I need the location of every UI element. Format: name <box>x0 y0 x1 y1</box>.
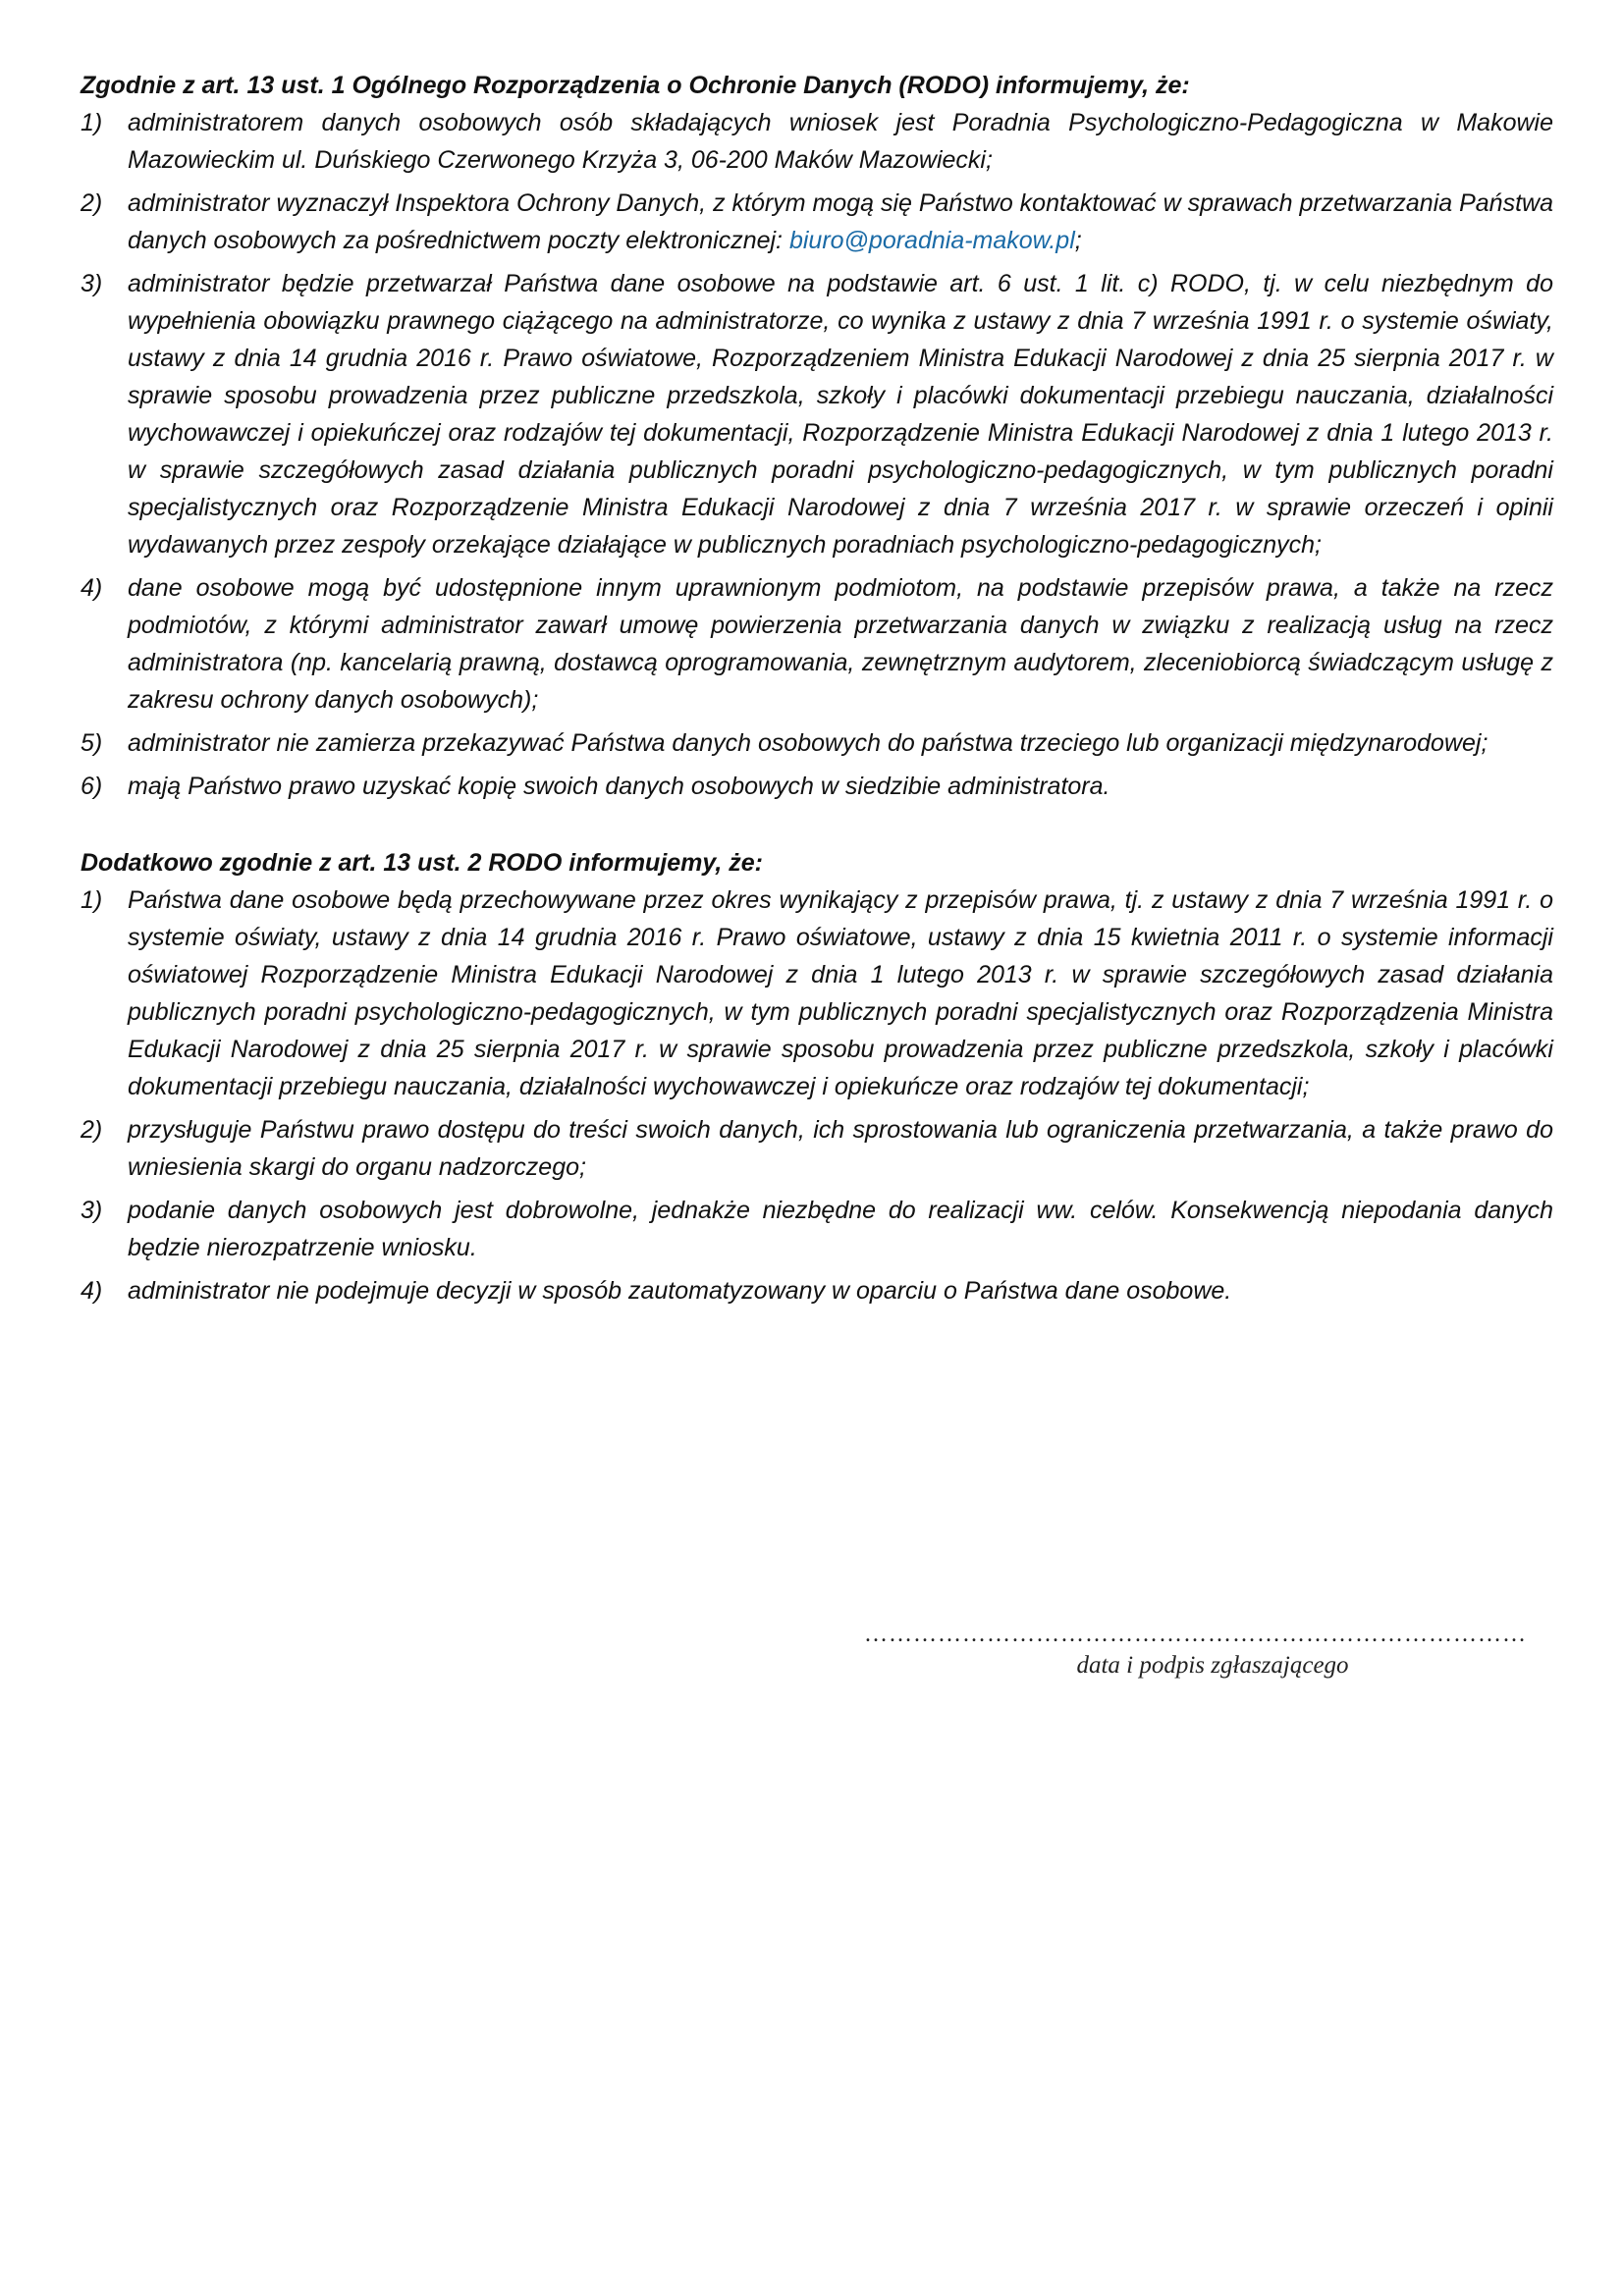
list-item <box>81 1192 1553 1266</box>
list-item <box>81 881 1553 1105</box>
list-item <box>81 768 1553 805</box>
item-number: 3) <box>81 270 103 297</box>
signature-line: ……………………………………………………………………… <box>864 1622 1527 1647</box>
item-number: 2) <box>81 189 103 217</box>
signature-label: data i podpis zgłaszającego <box>1076 1652 1349 1679</box>
section2-list <box>81 881 1553 1309</box>
item-text: mają Państwo prawo uzyskać kopię swoich danych osobowych w siedzibie administratora. <box>128 773 1110 800</box>
item-text: dane osobowe mogą być udostępnione innym uprawnionym podmiotom, na podstawie przepisów prawa, a także na rzecz podmiotów, z którymi administrator zawarł umowę powierzenia przetwarzania danych w związku z realizacją usług na rzecz administratora (np. kancelarią prawną, dostawcą oprogramowania, zewnętrznym audytorem, zleceniobiorcą świadczącym usługę z zakresu ochrony danych osobowych); <box>128 574 1553 714</box>
item-text: Państwa dane osobowe będą przechowywane przez okres wynikający z przepisów prawa, tj. z ustawy z dnia 7 września 1991 r. o systemie oświaty, ustawy z dnia 14 grudnia 2016 r. Prawo oświatowe, ustawy z dnia 15 kwietnia 2011 r. o systemie informacji oświatowej Rozporządzenie Ministra Edukacji Narodowej z dnia 1 lutego 2013 r. w sprawie szczegółowych zasad działania publicznych poradni psychologiczno-pedagogicznych, w tym publicznych poradni specjalistycznych oraz Rozporządzenia Ministra Edukacji Narodowej z dnia 25 sierpnia 2017 r. w sprawie sposobu prowadzenia przez publiczne przedszkola, szkoły i placówki dokumentacji przebiegu nauczania, działalności wychowawczej i opiekuńcze oraz rodzajów tej dokumentacji; <box>128 886 1553 1100</box>
section2-heading: Dodatkowo zgodnie z art. 13 ust. 2 RODO informujemy, że: <box>81 849 763 877</box>
list-item <box>81 185 1553 259</box>
item-text: administratorem danych osobowych osób składających wniosek jest Poradnia Psychologiczno-Pedagogiczna w Makowie Mazowieckim ul. Duńskiego Czerwonego Krzyża 3, 06-200 Maków Mazowiecki; <box>128 109 1553 174</box>
item-text: administrator nie podejmuje decyzji w sposób zautomatyzowany w oparciu o Państwa dane osobowe. <box>128 1277 1232 1305</box>
item-number: 1) <box>81 109 103 136</box>
list-item <box>81 1111 1553 1186</box>
item-text: podanie danych osobowych jest dobrowolne, jednakże niezbędne do realizacji ww. celów. Konsekwencją niepodania danych będzie nierozpatrzenie wniosku. <box>128 1197 1553 1261</box>
item-number: 1) <box>81 886 103 914</box>
item-number: 3) <box>81 1197 103 1224</box>
signature-block <box>864 1620 1527 1682</box>
item-number: 5) <box>81 729 103 757</box>
item-text: przysługuje Państwu prawo dostępu do treści swoich danych, ich sprostowania lub ograniczenia przetwarzania, a także prawo do wniesienia skargi do organu nadzorczego; <box>128 1116 1553 1181</box>
list-item <box>81 724 1553 762</box>
list-item <box>81 104 1553 179</box>
section1-list <box>81 104 1553 805</box>
item-text-suffix: ; <box>1074 227 1082 254</box>
item-text-with-email <box>128 185 1553 259</box>
email-link[interactable]: biuro@poradnia-makow.pl <box>788 227 1075 254</box>
list-item <box>81 1272 1553 1309</box>
item-text: administrator będzie przetwarzał Państwa dane osobowe na podstawie art. 6 ust. 1 lit. c) RODO, tj. w celu niezbędnym do wypełnienia obowiązku prawnego ciążącego na administratorze, co wynika z ustawy z dnia 7 września 1991 r. o systemie oświaty, ustawy z dnia 14 grudnia 2016 r. Prawo oświatowe, Rozporządzeniem Ministra Edukacji Narodowej z dnia 25 sierpnia 2017 r. w sprawie sposobu prowadzenia przez publiczne przedszkola, szkoły i placówki dokumentacji przebiegu nauczania, działalności wychowawczej i opiekuńczej oraz rodzajów tej dokumentacji, Rozporządzenie Ministra Edukacji Narodowej z dnia 1 lutego 2013 r. w sprawie szczegółowych zasad działania publicznych poradni psychologiczno-pedagogicznych, w tym publicznych poradni specjalistycznych oraz Rozporządzenie Ministra Edukacji Narodowej z dnia 7 września 2017 r. w sprawie orzeczeń i opinii wydawanych przez zespoły orzekające działające w publicznych poradniach psychologiczno-pedagogicznych; <box>128 270 1553 559</box>
section1-heading: Zgodnie z art. 13 ust. 1 Ogólnego Rozporządzenia o Ochronie Danych (RODO) informujemy, że: <box>81 72 1190 99</box>
item-number: 4) <box>81 1277 103 1305</box>
item-text: administrator nie zamierza przekazywać Państwa danych osobowych do państwa trzeciego lub organizacji międzynarodowej; <box>128 729 1488 757</box>
item-number: 4) <box>81 574 103 602</box>
list-item <box>81 265 1553 563</box>
item-number: 2) <box>81 1116 103 1144</box>
list-item <box>81 569 1553 719</box>
item-text: administrator wyznaczył Inspektora Ochrony Danych, z którym mogą się Państwo kontaktować w sprawach przetwarzania Państwa danych osobowych za pośrednictwem poczty elektronicznej: <box>128 189 1553 254</box>
document-page <box>81 67 1553 1315</box>
item-number: 6) <box>81 773 103 800</box>
